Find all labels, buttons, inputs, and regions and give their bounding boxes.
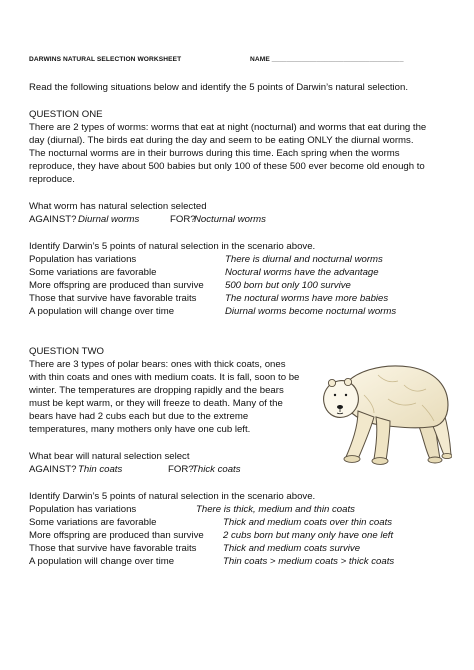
name-field-label: NAME ___________________________________: [250, 56, 404, 63]
instructions: Read the following situations below and identify the 5 points of Darwin’s natural selection.: [29, 82, 408, 93]
question-one-text-line: There are 2 types of worms: worms that eat at night (nocturnal) and worms that eat during the: [29, 122, 427, 133]
question-two-for-label: FOR?: [168, 464, 194, 475]
point-answer: There is diurnal and nocturnal worms: [225, 254, 383, 265]
question-one-text-line: day (diurnal). The birds eat during the day and seem to be eating ONLY the diurnal worms.: [29, 135, 414, 146]
point-answer: Thick and medium coats survive: [223, 543, 361, 554]
point-answer: 500 born but only 100 survive: [225, 280, 351, 291]
point-label: Some variations are favorable: [29, 517, 157, 528]
question-two-text-line: temperatures, many mothers only have one cub left.: [29, 424, 251, 435]
point-label: A population will change over time: [29, 556, 175, 567]
point-label: Population has variations: [29, 504, 137, 515]
point-answer: 2 cubs born but many only have one left: [223, 530, 394, 541]
point-label: A population will change over time: [29, 306, 175, 317]
point-label: Population has variations: [29, 254, 137, 265]
point-answer: The noctural worms have more babies: [225, 293, 389, 304]
question-two-prompt: What bear will natural selection select: [29, 451, 190, 462]
question-one-identify: Identify Darwin’s 5 points of natural selection in the scenario above.: [29, 241, 316, 252]
point-label: Those that survive have favorable traits: [29, 293, 197, 304]
question-two-against-label: AGAINST?: [29, 464, 77, 475]
point-answer: Diurnal worms become nocturnal worms: [225, 306, 397, 317]
point-label: More offspring are produced than survive: [29, 530, 204, 541]
point-label: Some variations are favorable: [29, 267, 157, 278]
question-two-text-line: winter. The temperatures are dropping rapidly and the bears: [29, 385, 284, 396]
question-two-text-line: must be kept warm, or they will freeze to death. Many of the: [29, 398, 283, 409]
question-two-text-line: with thin coats and ones with medium coats. It is fall, soon to be: [29, 372, 300, 383]
point-answer: Noctural worms have the advantage: [225, 267, 379, 278]
question-one-heading: QUESTION ONE: [29, 109, 103, 120]
question-one-against-answer: Diurnal worms: [78, 214, 140, 225]
question-one-text-line: reproduce, they have about 500 babies but only 100 of these 500 ever become old enough to: [29, 161, 425, 172]
point-label: More offspring are produced than survive: [29, 280, 204, 291]
polar-bear-illustration: [318, 355, 452, 467]
question-one-text-line: reproduce.: [29, 174, 75, 185]
question-one-for-answer: Nocturnal worms: [194, 214, 266, 225]
question-two-text-line: There are 3 types of polar bears: ones with thick coats, ones: [29, 359, 286, 370]
point-label: Those that survive have favorable traits: [29, 543, 197, 554]
question-two-heading: QUESTION TWO: [29, 346, 104, 357]
question-two-against-answer: Thin coats: [78, 464, 123, 475]
point-answer: Thin coats > medium coats > thick coats: [223, 556, 395, 567]
worksheet-title: DARWINS NATURAL SELECTION WORKSHEET: [29, 56, 182, 63]
question-one-against-label: AGAINST?: [29, 214, 77, 225]
question-one-prompt: What worm has natural selection selected: [29, 201, 207, 212]
question-two-identify: Identify Darwin’s 5 points of natural selection in the scenario above.: [29, 491, 316, 502]
point-answer: There is thick, medium and thin coats: [196, 504, 355, 515]
question-two-text-line: bears have had 2 cubs each but due to the extreme: [29, 411, 249, 422]
point-answer: Thick and medium coats over thin coats: [223, 517, 393, 528]
question-one-for-label: FOR?: [170, 214, 196, 225]
question-one-text-line: The nocturnal worms are in their burrows during this time. Each spring when the worms: [29, 148, 400, 159]
question-two-for-answer: Thick coats: [192, 464, 241, 475]
